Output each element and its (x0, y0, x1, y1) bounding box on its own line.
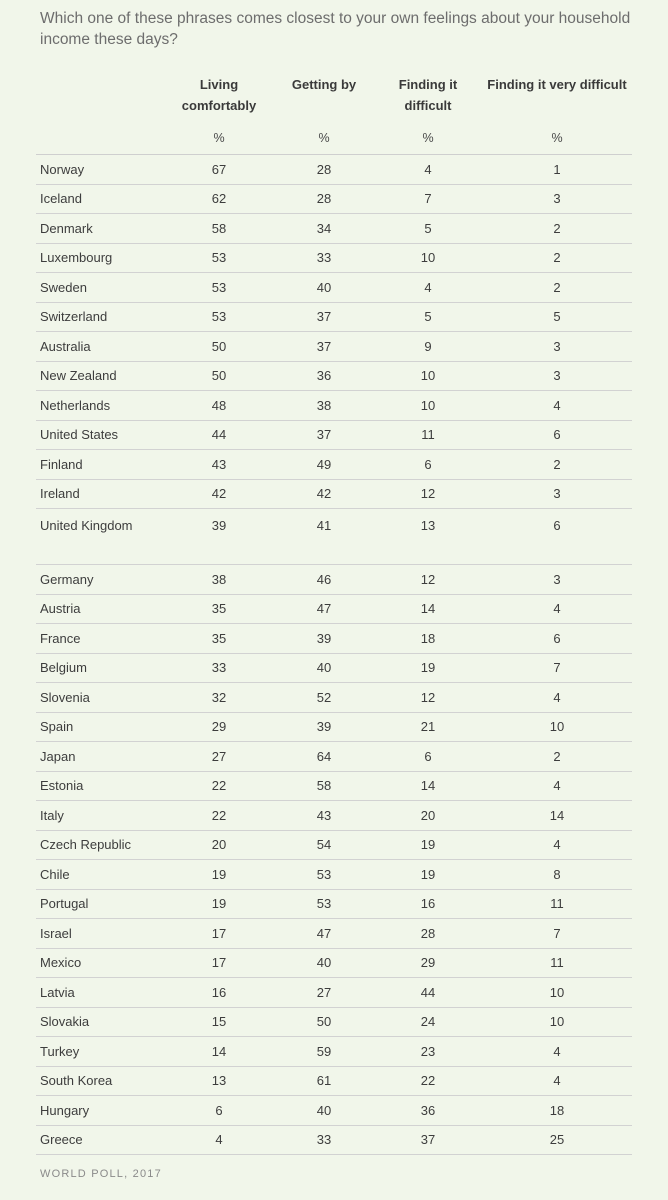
finding-difficult-cell: 24 (374, 1007, 482, 1037)
finding-very-difficult-cell: 2 (482, 214, 632, 244)
living-comfortably-cell: 42 (164, 479, 274, 509)
table-row (36, 683, 632, 713)
finding-difficult-cell: 29 (374, 948, 482, 978)
finding-very-difficult-cell: 7 (482, 919, 632, 949)
table-row (36, 889, 632, 919)
table-row (36, 860, 632, 890)
country-cell: Ireland (36, 479, 164, 509)
getting-by-cell: 39 (274, 712, 374, 742)
finding-very-difficult-cell: 4 (482, 771, 632, 801)
question-title: Which one of these phrases comes closest to your own feelings about your household income these days? (40, 10, 631, 48)
finding-difficult-cell: 12 (374, 479, 482, 509)
living-comfortably-cell: 17 (164, 948, 274, 978)
table-row (36, 653, 632, 683)
table-row (36, 214, 632, 244)
living-comfortably-cell: 19 (164, 889, 274, 919)
living-comfortably-cell: 53 (164, 273, 274, 303)
country-cell: Slovenia (36, 683, 164, 713)
living-comfortably-cell: 22 (164, 801, 274, 831)
finding-very-difficult-cell: 3 (482, 479, 632, 509)
country-cell: Luxembourg (36, 243, 164, 273)
getting-by-cell: 40 (274, 273, 374, 303)
finding-very-difficult-cell: 6 (482, 624, 632, 654)
table-row (36, 948, 632, 978)
finding-difficult-cell: 6 (374, 742, 482, 772)
living-comfortably-cell: 32 (164, 683, 274, 713)
finding-difficult-cell: 22 (374, 1066, 482, 1096)
table-body (36, 155, 632, 1155)
getting-by-cell: 43 (274, 801, 374, 831)
finding-difficult-cell: 10 (374, 391, 482, 421)
finding-very-difficult-cell: 4 (482, 830, 632, 860)
table-row (36, 919, 632, 949)
getting-by-cell: 40 (274, 653, 374, 683)
table-row (36, 273, 632, 303)
living-comfortably-cell: 20 (164, 830, 274, 860)
finding-very-difficult-cell: 2 (482, 742, 632, 772)
getting-by-cell: 36 (274, 361, 374, 391)
table-row (36, 243, 632, 273)
finding-difficult-cell: 11 (374, 420, 482, 450)
getting-by-cell: 52 (274, 683, 374, 713)
header-country (36, 74, 164, 122)
table-row (36, 801, 632, 831)
table-row (36, 184, 632, 214)
finding-very-difficult-cell: 4 (482, 391, 632, 421)
header-living-comfortably: Living comfortably (181, 77, 257, 113)
living-comfortably-cell: 50 (164, 361, 274, 391)
finding-difficult-cell: 19 (374, 830, 482, 860)
getting-by-cell: 28 (274, 184, 374, 214)
header-row (36, 74, 632, 122)
country-cell: Norway (36, 155, 164, 185)
finding-very-difficult-cell: 6 (482, 420, 632, 450)
table-row (36, 155, 632, 185)
finding-very-difficult-cell: 18 (482, 1096, 632, 1126)
finding-difficult-cell: 13 (374, 509, 482, 565)
country-cell: Japan (36, 742, 164, 772)
header-getting-by: Getting by (291, 77, 357, 92)
living-comfortably-cell: 16 (164, 978, 274, 1008)
finding-difficult-cell: 10 (374, 243, 482, 273)
getting-by-cell: 39 (274, 624, 374, 654)
finding-very-difficult-cell: 3 (482, 332, 632, 362)
country-cell: Germany (36, 565, 164, 595)
finding-difficult-cell: 20 (374, 801, 482, 831)
table-row (36, 624, 632, 654)
living-comfortably-cell: 27 (164, 742, 274, 772)
source-note: WORLD POLL, 2017 (40, 1168, 162, 1180)
getting-by-cell: 40 (274, 1096, 374, 1126)
finding-difficult-cell: 5 (374, 214, 482, 244)
header-finding-difficult: Finding it difficult (398, 77, 458, 113)
finding-very-difficult-cell: 10 (482, 712, 632, 742)
living-comfortably-cell: 58 (164, 214, 274, 244)
country-cell: Chile (36, 860, 164, 890)
getting-by-cell: 47 (274, 594, 374, 624)
getting-by-cell: 37 (274, 420, 374, 450)
table-row (36, 1066, 632, 1096)
finding-very-difficult-cell: 2 (482, 273, 632, 303)
country-cell: United Kingdom (36, 509, 164, 565)
table-row (36, 420, 632, 450)
country-cell: Iceland (36, 184, 164, 214)
getting-by-cell: 46 (274, 565, 374, 595)
living-comfortably-cell: 35 (164, 594, 274, 624)
country-cell: Italy (36, 801, 164, 831)
country-cell: Switzerland (36, 302, 164, 332)
table-row (36, 509, 632, 565)
table-row (36, 1096, 632, 1126)
country-cell: Turkey (36, 1037, 164, 1067)
finding-difficult-cell: 21 (374, 712, 482, 742)
country-cell: South Korea (36, 1066, 164, 1096)
finding-very-difficult-cell: 5 (482, 302, 632, 332)
finding-difficult-cell: 14 (374, 594, 482, 624)
country-cell: Estonia (36, 771, 164, 801)
finding-difficult-cell: 10 (374, 361, 482, 391)
living-comfortably-cell: 53 (164, 243, 274, 273)
getting-by-cell: 50 (274, 1007, 374, 1037)
getting-by-cell: 59 (274, 1037, 374, 1067)
living-comfortably-cell: 48 (164, 391, 274, 421)
table-row (36, 450, 632, 480)
country-cell: Finland (36, 450, 164, 480)
living-comfortably-cell: 35 (164, 624, 274, 654)
country-cell: New Zealand (36, 361, 164, 391)
finding-very-difficult-cell: 4 (482, 594, 632, 624)
country-cell: Spain (36, 712, 164, 742)
living-comfortably-cell: 62 (164, 184, 274, 214)
getting-by-cell: 53 (274, 889, 374, 919)
finding-difficult-cell: 5 (374, 302, 482, 332)
living-comfortably-cell: 22 (164, 771, 274, 801)
getting-by-cell: 40 (274, 948, 374, 978)
finding-difficult-cell: 12 (374, 683, 482, 713)
country-cell: Denmark (36, 214, 164, 244)
getting-by-cell: 49 (274, 450, 374, 480)
finding-difficult-cell: 23 (374, 1037, 482, 1067)
country-cell: Portugal (36, 889, 164, 919)
finding-very-difficult-cell: 3 (482, 565, 632, 595)
country-cell: Greece (36, 1125, 164, 1155)
finding-very-difficult-cell: 3 (482, 184, 632, 214)
unit-blank (36, 122, 164, 155)
country-cell: Sweden (36, 273, 164, 303)
finding-very-difficult-cell: 11 (482, 948, 632, 978)
finding-very-difficult-cell: 2 (482, 243, 632, 273)
table-row (36, 742, 632, 772)
country-cell: Belgium (36, 653, 164, 683)
living-comfortably-cell: 29 (164, 712, 274, 742)
living-comfortably-cell: 19 (164, 860, 274, 890)
finding-difficult-cell: 4 (374, 155, 482, 185)
table-row (36, 361, 632, 391)
finding-very-difficult-cell: 3 (482, 361, 632, 391)
getting-by-cell: 47 (274, 919, 374, 949)
finding-difficult-cell: 36 (374, 1096, 482, 1126)
results-table (36, 74, 632, 1155)
finding-difficult-cell: 37 (374, 1125, 482, 1155)
finding-very-difficult-cell: 4 (482, 1037, 632, 1067)
finding-difficult-cell: 14 (374, 771, 482, 801)
units-row (36, 122, 632, 155)
unit-label: % (164, 122, 274, 155)
country-cell: Hungary (36, 1096, 164, 1126)
table-row (36, 479, 632, 509)
finding-difficult-cell: 19 (374, 653, 482, 683)
table-row (36, 391, 632, 421)
country-cell: Netherlands (36, 391, 164, 421)
finding-very-difficult-cell: 7 (482, 653, 632, 683)
getting-by-cell: 27 (274, 978, 374, 1008)
table-row (36, 1037, 632, 1067)
finding-very-difficult-cell: 10 (482, 978, 632, 1008)
country-cell: France (36, 624, 164, 654)
finding-difficult-cell: 4 (374, 273, 482, 303)
finding-very-difficult-cell: 4 (482, 1066, 632, 1096)
getting-by-cell: 37 (274, 302, 374, 332)
getting-by-cell: 33 (274, 1125, 374, 1155)
living-comfortably-cell: 6 (164, 1096, 274, 1126)
getting-by-cell: 37 (274, 332, 374, 362)
getting-by-cell: 33 (274, 243, 374, 273)
finding-very-difficult-cell: 11 (482, 889, 632, 919)
finding-difficult-cell: 7 (374, 184, 482, 214)
unit-label: % (374, 122, 482, 155)
table-row (36, 830, 632, 860)
finding-very-difficult-cell: 14 (482, 801, 632, 831)
living-comfortably-cell: 39 (164, 509, 274, 565)
getting-by-cell: 54 (274, 830, 374, 860)
unit-label: % (482, 122, 632, 155)
table-row (36, 332, 632, 362)
table-row (36, 302, 632, 332)
living-comfortably-cell: 44 (164, 420, 274, 450)
table-row (36, 1007, 632, 1037)
getting-by-cell: 42 (274, 479, 374, 509)
finding-very-difficult-cell: 4 (482, 683, 632, 713)
getting-by-cell: 61 (274, 1066, 374, 1096)
table-row (36, 978, 632, 1008)
getting-by-cell: 28 (274, 155, 374, 185)
finding-difficult-cell: 16 (374, 889, 482, 919)
finding-very-difficult-cell: 1 (482, 155, 632, 185)
country-cell: Israel (36, 919, 164, 949)
finding-very-difficult-cell: 2 (482, 450, 632, 480)
living-comfortably-cell: 33 (164, 653, 274, 683)
living-comfortably-cell: 53 (164, 302, 274, 332)
country-cell: Latvia (36, 978, 164, 1008)
living-comfortably-cell: 15 (164, 1007, 274, 1037)
finding-difficult-cell: 6 (374, 450, 482, 480)
country-cell: Slovakia (36, 1007, 164, 1037)
country-cell: Australia (36, 332, 164, 362)
table-row (36, 594, 632, 624)
living-comfortably-cell: 38 (164, 565, 274, 595)
living-comfortably-cell: 67 (164, 155, 274, 185)
getting-by-cell: 58 (274, 771, 374, 801)
country-cell: Mexico (36, 948, 164, 978)
finding-difficult-cell: 19 (374, 860, 482, 890)
finding-very-difficult-cell: 6 (482, 509, 632, 565)
table-row (36, 1125, 632, 1155)
finding-difficult-cell: 28 (374, 919, 482, 949)
living-comfortably-cell: 50 (164, 332, 274, 362)
table-row (36, 771, 632, 801)
header-finding-very-difficult: Finding it very difficult (487, 77, 627, 92)
getting-by-cell: 41 (274, 509, 374, 565)
living-comfortably-cell: 14 (164, 1037, 274, 1067)
living-comfortably-cell: 4 (164, 1125, 274, 1155)
country-cell: United States (36, 420, 164, 450)
finding-very-difficult-cell: 25 (482, 1125, 632, 1155)
living-comfortably-cell: 13 (164, 1066, 274, 1096)
getting-by-cell: 64 (274, 742, 374, 772)
country-cell: Austria (36, 594, 164, 624)
unit-label: % (274, 122, 374, 155)
getting-by-cell: 34 (274, 214, 374, 244)
getting-by-cell: 38 (274, 391, 374, 421)
table-row (36, 712, 632, 742)
country-cell: Czech Republic (36, 830, 164, 860)
finding-very-difficult-cell: 10 (482, 1007, 632, 1037)
finding-very-difficult-cell: 8 (482, 860, 632, 890)
finding-difficult-cell: 12 (374, 565, 482, 595)
getting-by-cell: 53 (274, 860, 374, 890)
finding-difficult-cell: 44 (374, 978, 482, 1008)
living-comfortably-cell: 43 (164, 450, 274, 480)
finding-difficult-cell: 9 (374, 332, 482, 362)
living-comfortably-cell: 17 (164, 919, 274, 949)
table-row (36, 565, 632, 595)
finding-difficult-cell: 18 (374, 624, 482, 654)
